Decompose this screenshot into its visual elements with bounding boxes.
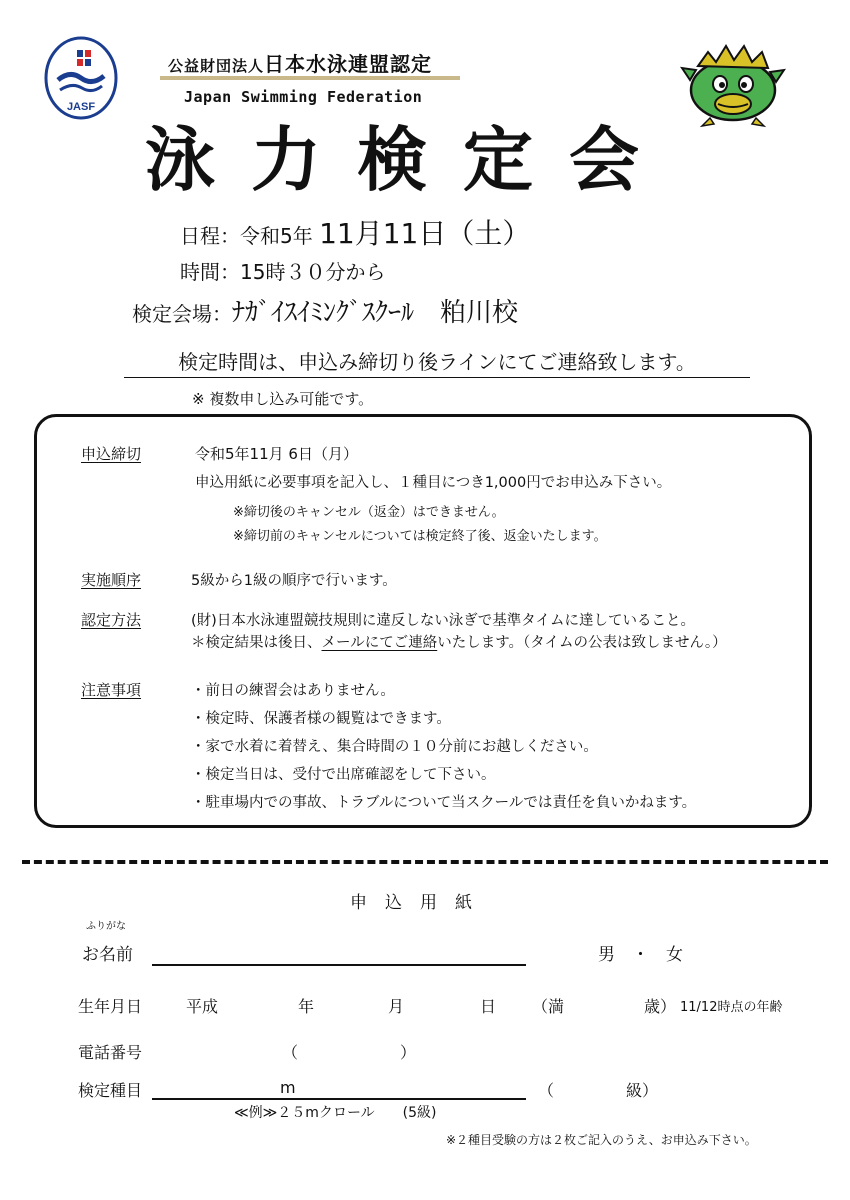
multi-entry-note: ※ 複数申し込み可能です。 [192, 390, 374, 408]
form-title: 申込用紙 [350, 893, 490, 913]
birth-year[interactable]: 年 [298, 997, 315, 1016]
page-title: 泳力検定会 [145, 119, 675, 201]
order-text: 5級から1級の順序で行います。 [191, 573, 397, 589]
age-close[interactable]: 歳） [644, 997, 677, 1016]
deadline-label: 申込締切 [81, 445, 142, 463]
furigana-label: ふりがな [86, 921, 126, 932]
method-label: 認定方法 [81, 611, 142, 629]
event-example: ≪例≫２５mクロール (5級) [234, 1105, 437, 1121]
org-english-name: Japan Swimming Federation [184, 88, 423, 106]
deadline-value: 令和5年11月 6日（月） [195, 445, 358, 463]
org-title: 公益財団法人日本水泳連盟認定 [168, 52, 433, 76]
kappa-mascot-icon [680, 40, 786, 128]
age-open: （満 [532, 997, 565, 1016]
caution-item: ・前日の練習会はありません。 [191, 683, 395, 699]
cancel-note-1: ※締切後のキャンセル（返金）はできません。 [233, 505, 505, 520]
caution-item: ・検定当日は、受付で出席確認をして下さい。 [191, 767, 496, 783]
event-meter: m [280, 1078, 296, 1097]
phone-paren-open: （ [282, 1043, 299, 1062]
caution-item: ・検定時、保護者様の観覧はできます。 [191, 711, 451, 727]
schedule-time: 時間：15時３０分から [180, 260, 386, 284]
cancel-note-2: ※締切前のキャンセルについては検定終了後、返金いたします。 [233, 529, 607, 544]
birth-label: 生年月日 [78, 997, 143, 1016]
org-divider [160, 76, 460, 80]
schedule-venue: 検定会場：ﾅｶﾞｲｽｲﾐﾝｸﾞｽｸｰﾙ 粕川校 [132, 298, 519, 328]
name-field[interactable] [152, 964, 526, 966]
event-label: 検定種目 [78, 1081, 143, 1100]
footnote: ※２種目受験の方は２枚ご記入のうえ、お申込み下さい。 [446, 1133, 757, 1147]
cut-line [22, 860, 828, 864]
details-box [34, 414, 812, 828]
result-note: ＊検定結果は後日、メールにてご連絡いたします。（タイムの公表は致しません。） [191, 635, 727, 651]
deadline-text: 申込用紙に必要事項を記入し、１種目につき1,000円でお申込み下さい。 [195, 475, 672, 491]
birth-era: 平成 [186, 997, 219, 1016]
grade-open: （ [538, 1081, 555, 1100]
caution-item: ・駐車場内での事故、トラブルについて当スクールでは責任を負いかねます。 [191, 795, 697, 811]
phone-paren-close: ） [400, 1043, 417, 1062]
grade-close[interactable]: 級） [626, 1081, 659, 1100]
birth-day[interactable]: 日 [480, 997, 497, 1016]
order-label: 実施順序 [81, 571, 142, 589]
gender-options[interactable]: 男 ・ 女 [598, 945, 683, 965]
logo-text: JASF [66, 101, 96, 113]
name-label: お名前 [82, 945, 133, 965]
event-field[interactable] [152, 1098, 526, 1100]
schedule-date: 日程：令和5年 11月11日（土） [180, 217, 531, 250]
contact-notice: 検定時間は、申込み締切り後ラインにてご連絡致します。 [124, 346, 750, 378]
caution-label: 注意事項 [81, 681, 142, 699]
caution-item: ・家で水着に着替え、集合時間の１０分前にお越しください。 [191, 739, 598, 755]
method-text: (財)日本水泳連盟競技規則に違反しない泳ぎで基準タイムに達していること。 [191, 613, 696, 629]
phone-label: 電話番号 [78, 1043, 143, 1062]
birth-month[interactable]: 月 [388, 997, 405, 1016]
age-note: 11/12時点の年齢 [680, 1000, 783, 1015]
jasf-logo [44, 36, 118, 120]
